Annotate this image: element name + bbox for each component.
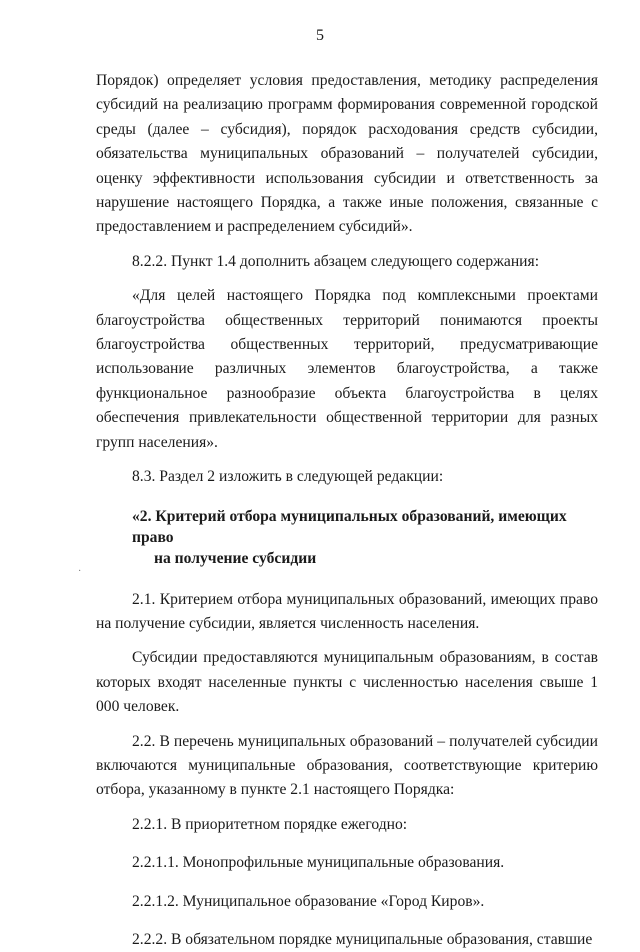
paragraph-2-1: 2.1. Критерием отбора муниципальных образований, имеющих право на получение субсидии, является численность населения. [96,590,598,632]
margin-mark: · [78,566,82,577]
paragraph-2-2-1: 2.2.1. В приоритетном порядке ежегодно: [132,815,408,833]
section-heading [96,506,598,569]
paragraph-2-2-1-1: 2.2.1.1. Монопрофильные муниципальные образования. [132,854,505,872]
section-heading-line2: на получение субсидии [154,549,317,567]
paragraph-complex-projects-definition: «Для целей настоящего Порядка под комплексными проектами благоустройства общественных территорий понимаются проекты благоустройства общественных территорий, предусматривающие использование различных элементов благоустройства, а также функциональное разнообразие объекта благоустройства в целях обеспечения привлекательности общественной территории для разных групп населения». [96,287,598,451]
paragraph-2-2-1-2: 2.2.1.2. Муниципальное образование «Город Киров». [132,892,485,910]
paragraph-subsidy-recipients: Субсидии предоставляются муниципальным образованиям, в состав которых входят населенные пункты с численностью населения свыше 1 000 человек. [96,649,598,716]
paragraph-8-3: 8.3. Раздел 2 изложить в следующей редакции: [132,468,444,486]
page-number: 5 [316,27,324,44]
paragraph-order-purpose: Порядок) определяет условия предоставления, методику распределения субсидий на реализацию программ формирования современной городской среды (далее – субсидия), порядок расходования средств субсидии, обязательства муниципальных образований – получателей субсидии, оценку эффективности использования субсидии и ответственность за нарушение настоящего Порядка, а также иные положения, связанные с предоставлением и распределением субсидий». [96,72,598,236]
document-body [96,69,598,952]
paragraph-2-2-2: 2.2.2. В обязательном порядке муниципальные образования, ставшие [132,930,593,948]
paragraph-8-2-2: 8.2.2. Пункт 1.4 дополнить абзацем следующего содержания: [132,252,540,270]
paragraph-2-2: 2.2. В перечень муниципальных образований – получателей субсидии включаются муниципальные образования, соответствующие критерию отбора, указанному в пункте 2.1 настоящего Порядка: [96,732,598,799]
section-heading-line1: «2. Критерий отбора муниципальных образований, имеющих право [132,507,567,546]
